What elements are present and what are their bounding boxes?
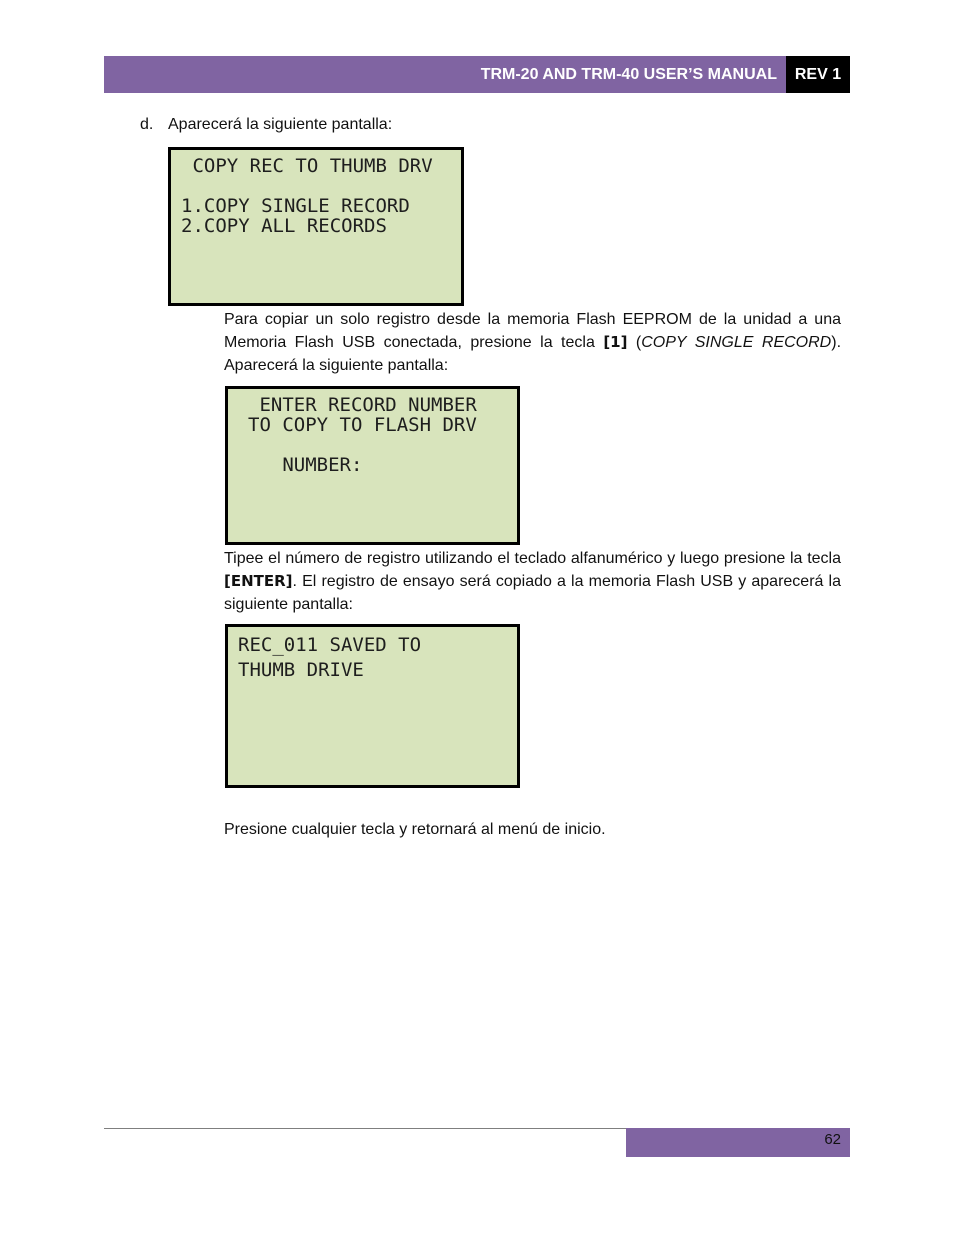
revision-label: REV 1 (794, 65, 842, 83)
lcd-screen-enter-record: ENTER RECORD NUMBER TO COPY TO FLASH DRV NUMBER: (225, 386, 520, 545)
revision-badge (786, 56, 850, 93)
paragraph-copy-single (224, 308, 841, 377)
key-1-label: [1] (603, 333, 628, 351)
key-enter-label: [ENTER] (224, 572, 293, 590)
p1-text-c: ). Aparecerá la siguiente pantalla: (224, 334, 842, 374)
lcd-screen-saved: REC_011 SAVED TO THUMB DRIVE (225, 624, 520, 788)
p1-italic-option: COPY SINGLE RECORD (641, 334, 832, 351)
step-d (140, 116, 392, 134)
paragraph-return-menu: Presione cualquier tecla y retornará al menú de inicio. (224, 821, 606, 838)
footer-page-box (626, 1128, 850, 1157)
p2-text-b: . El registro de ensayo será copiado a la memoria Flash USB y aparecerá la siguiente pantalla: (224, 573, 841, 613)
p1-text-b: ( (627, 334, 642, 351)
p2-text-a: Tipee el número de registro utilizando el teclado alfanumérico y luego presione la tecla (224, 550, 841, 567)
step-marker: d. (140, 116, 154, 133)
header-title-bar (104, 56, 786, 93)
footer-divider (104, 1128, 626, 1129)
page-number: 62 (824, 1131, 841, 1148)
paragraph-enter-number (224, 547, 841, 616)
step-text: Aparecerá la siguiente pantalla: (168, 116, 393, 133)
p1-text-a: Para copiar un solo registro desde la memoria Flash EEPROM de la unidad a una Memoria Flash USB conectada, presione la tecla (224, 311, 841, 351)
lcd-screen-copy-menu: COPY REC TO THUMB DRV 1.COPY SINGLE RECORD 2.COPY ALL RECORDS (168, 147, 464, 306)
header-title: TRM-20 AND TRM-40 USER’S MANUAL (480, 65, 777, 83)
